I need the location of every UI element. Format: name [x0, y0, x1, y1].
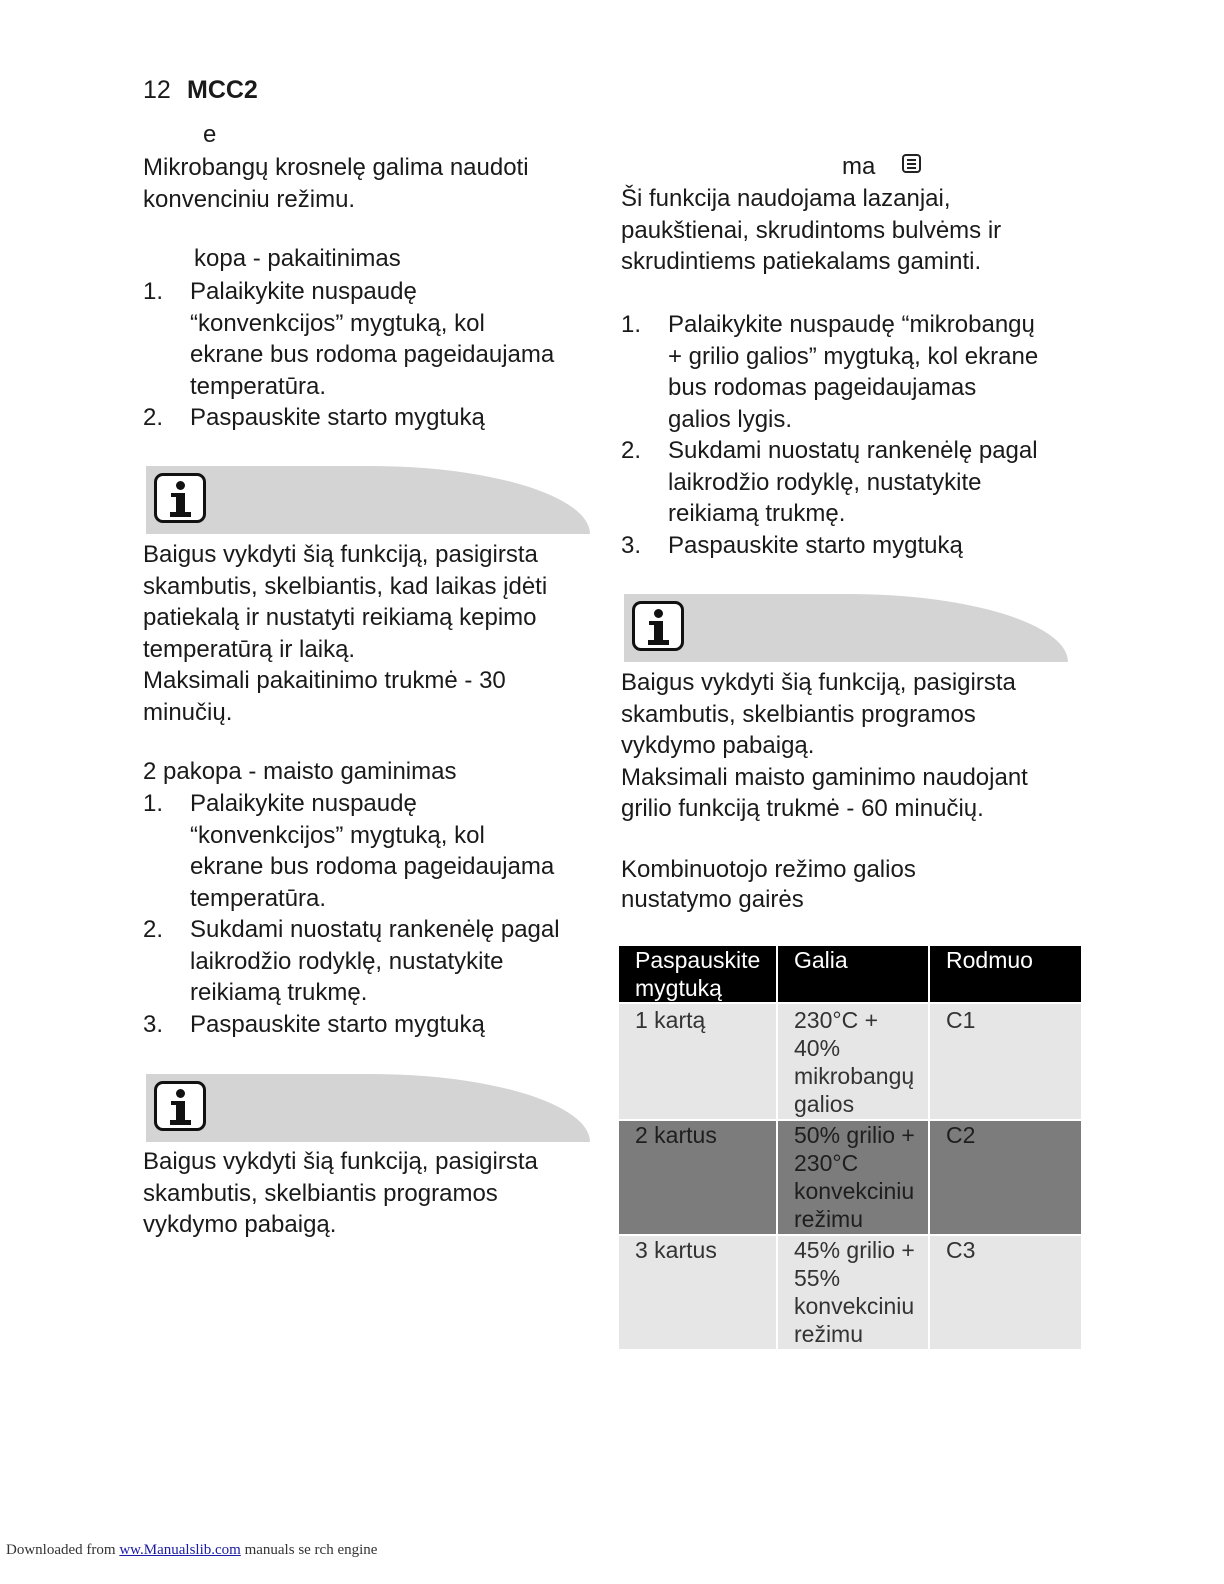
table-row	[619, 1235, 1081, 1349]
text-line: skambutis, skelbiantis programos	[621, 700, 976, 728]
text-line: Palaikykite nuspaudę “mikrobangų	[668, 311, 1035, 338]
info-note-box	[146, 1074, 590, 1142]
step-number: 2.	[143, 404, 164, 431]
right-intro	[621, 183, 1001, 278]
text-line: režimu	[794, 1321, 864, 1347]
text-line: paukštienai, skrudintoms bulvėms ir	[621, 216, 1002, 244]
stage2-heading: 2 pakopa - maisto gaminimas	[143, 758, 457, 785]
stage1-heading: kopa - pakaitinimas	[194, 245, 401, 272]
text-line: Paspauskite starto mygtuką	[668, 531, 963, 559]
step-number: 2.	[143, 916, 164, 943]
step-number: 2.	[621, 437, 642, 464]
text-line: “konvenkcijos” mygtuką, kol	[190, 821, 485, 849]
text-line: Paspauskite starto mygtuką	[190, 404, 485, 431]
step-number: 3.	[143, 1010, 164, 1038]
text-line: konvenciniu režimu.	[143, 185, 356, 213]
text-line: galios lygis.	[668, 405, 793, 433]
text-line: vykdymo pabaigą.	[621, 732, 815, 759]
info-note-box	[624, 594, 1068, 662]
text-line: Kombinuotojo režimo galios	[621, 856, 916, 883]
right-note	[621, 667, 1028, 825]
right-section-heading: ma	[842, 153, 876, 180]
footer-suffix: manuals se rch engine	[244, 1542, 378, 1558]
text-line: mikrobangų	[794, 1063, 915, 1089]
info-icon	[632, 601, 684, 651]
text-line: 50% grilio +	[794, 1122, 915, 1148]
table-cell	[929, 1120, 1081, 1235]
step-number: 3.	[621, 531, 642, 559]
text-line: Maksimali maisto gaminimo naudojant	[621, 763, 1028, 791]
text-line: Palaikykite nuspaudę	[190, 790, 417, 817]
table-header-row	[619, 946, 1081, 1003]
text-line: Baigus vykdyti šią funkciją, pasigirsta	[621, 669, 1016, 696]
text-line: C1	[946, 1007, 976, 1033]
text-line: 1 kartą	[635, 1007, 706, 1033]
stage1-steps	[143, 276, 554, 434]
text-line: vykdymo pabaigą.	[143, 1211, 337, 1238]
column-header	[929, 946, 1081, 1003]
stage2-steps	[143, 788, 560, 1040]
text-line: 230°C	[794, 1150, 859, 1176]
model-name: MCC2	[187, 76, 258, 104]
text-line: grilio funkciją trukmė - 60 minučių.	[621, 795, 984, 822]
text-line: Maksimali pakaitinimo trukmė - 30	[143, 667, 506, 694]
list-item	[621, 530, 1038, 562]
text-line: Paspauskite starto mygtuką	[190, 1010, 485, 1038]
text-line: “konvenkcijos” mygtuką, kol	[190, 309, 485, 337]
list-item	[621, 309, 1038, 435]
text-line: skrudintiems patiekalams gaminti.	[621, 248, 982, 275]
text-line: + grilio galios” mygtuką, kol ekrane	[668, 342, 1039, 370]
info-note-box	[146, 466, 590, 534]
text-line: Palaikykite nuspaudę	[190, 278, 417, 305]
text-line: temperatūra.	[190, 884, 327, 912]
text-line: konvekciniu	[794, 1293, 915, 1319]
table-row	[619, 1003, 1081, 1120]
step-number: 1.	[143, 278, 164, 305]
text-line: 45% grilio +	[794, 1237, 915, 1263]
text-line: konvekciniu	[794, 1178, 915, 1204]
table-cell	[929, 1235, 1081, 1349]
text-line: Paspauskite	[635, 947, 761, 973]
text-line: temperatūra.	[190, 372, 327, 400]
download-footer	[6, 1542, 377, 1559]
text-line: Sukdami nuostatų rankenėlę pagal	[190, 916, 560, 943]
footer-prefix: Downloaded from	[6, 1542, 116, 1558]
text-line: 230°C +	[794, 1007, 879, 1033]
text-line: Rodmuo	[946, 947, 1033, 973]
table-heading	[621, 855, 916, 915]
text-line: 55%	[794, 1265, 841, 1291]
table-cell	[619, 1235, 777, 1349]
text-line: ekrane bus rodoma pageidaujama	[190, 341, 555, 368]
text-line: temperatūrą ir laiką.	[143, 635, 356, 663]
oven-grill-icon	[902, 154, 921, 173]
column-header	[777, 946, 929, 1003]
text-line: laikrodžio rodyklę, nustatykite	[190, 947, 504, 975]
text-line: režimu	[794, 1206, 864, 1232]
text-line: skambutis, skelbiantis programos	[143, 1179, 498, 1207]
column-header	[619, 946, 777, 1003]
table-cell	[619, 1120, 777, 1235]
text-line: C2	[946, 1122, 976, 1148]
text-line: 2 kartus	[635, 1122, 717, 1148]
text-line: laikrodžio rodyklę, nustatykite	[668, 468, 982, 496]
manualslib-link[interactable]: ww.Manualslib.com	[119, 1542, 241, 1558]
list-item	[143, 914, 560, 1009]
list-item	[143, 276, 554, 402]
left-intro	[143, 152, 529, 215]
page-number: 12	[143, 76, 171, 104]
text-line: galios	[794, 1091, 855, 1117]
text-line: Sukdami nuostatų rankenėlę pagal	[668, 437, 1038, 464]
step-number: 1.	[621, 311, 642, 338]
text-line: Ši funkcija naudojama lazanjai,	[621, 185, 951, 212]
text-line: Galia	[794, 947, 848, 973]
info-icon	[154, 473, 206, 523]
text-line: mygtuką	[635, 975, 722, 1001]
text-line: Mikrobangų krosnelę galima naudoti	[143, 154, 529, 181]
text-line: minučių.	[143, 698, 233, 726]
text-line: reikiamą trukmę.	[668, 500, 846, 527]
left-section-heading: e	[203, 121, 217, 148]
text-line: Baigus vykdyti šią funkciją, pasigirsta	[143, 1148, 538, 1175]
text-line: ekrane bus rodoma pageidaujama	[190, 853, 555, 880]
left-note-1	[143, 539, 547, 728]
step-number: 1.	[143, 790, 164, 817]
text-line: C3	[946, 1237, 976, 1263]
table-cell	[619, 1003, 777, 1120]
list-item	[621, 435, 1038, 530]
table-cell	[777, 1120, 929, 1235]
list-item	[143, 788, 560, 914]
table-cell	[777, 1235, 929, 1349]
text-line: skambutis, skelbiantis, kad laikas įdėti	[143, 572, 548, 600]
info-icon	[154, 1081, 206, 1131]
text-line: 3 kartus	[635, 1237, 717, 1263]
text-line: bus rodomas pageidaujamas	[668, 374, 977, 401]
table-cell	[777, 1003, 929, 1120]
list-item	[143, 1009, 560, 1041]
table-cell	[929, 1003, 1081, 1120]
left-note-2	[143, 1146, 538, 1241]
right-steps	[621, 309, 1038, 561]
text-line: Baigus vykdyti šią funkciją, pasigirsta	[143, 541, 538, 568]
text-line: patiekalą ir nustatyti reikiamą kepimo	[143, 604, 537, 631]
text-line: nustatymo gairės	[621, 886, 804, 913]
text-line: reikiamą trukmę.	[190, 979, 368, 1006]
text-line: 40%	[794, 1035, 841, 1061]
list-item	[143, 402, 554, 434]
table-row	[619, 1120, 1081, 1235]
power-settings-table	[619, 946, 1081, 1349]
